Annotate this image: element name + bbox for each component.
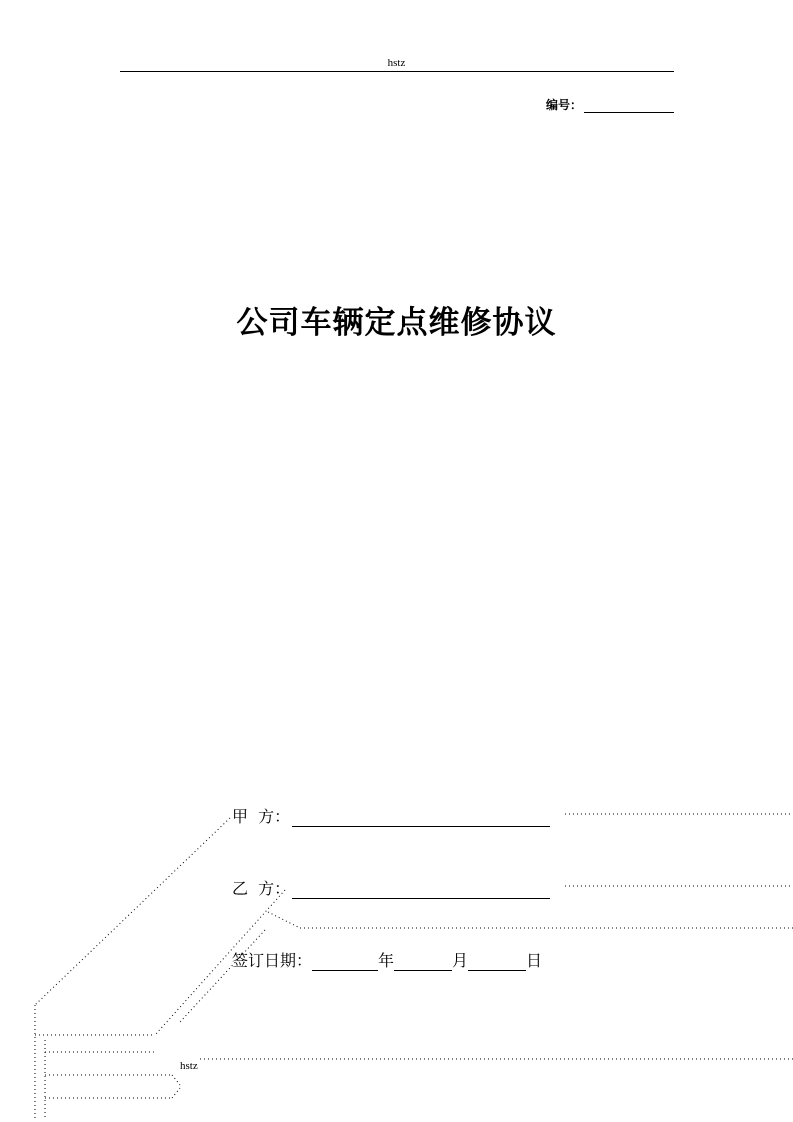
party-a-row bbox=[232, 804, 550, 827]
party-a-label: 甲 方： bbox=[232, 807, 291, 826]
signing-date-label: 签订日期： bbox=[232, 951, 313, 970]
signing-day-field[interactable] bbox=[468, 952, 526, 971]
document-title: 公司车辆定点维修协议 bbox=[236, 305, 557, 341]
signing-day-label: 日 bbox=[526, 951, 543, 970]
party-a-field[interactable] bbox=[292, 808, 550, 827]
party-b-row bbox=[232, 876, 550, 899]
signing-month-field[interactable] bbox=[394, 952, 452, 971]
signing-year-label: 年 bbox=[378, 951, 395, 970]
signing-year-field[interactable] bbox=[312, 952, 378, 971]
signing-date-row bbox=[232, 948, 542, 971]
document-number-label: 编号： bbox=[545, 98, 582, 112]
page-header-text: hstz bbox=[387, 57, 406, 69]
page-footer-text: hstz bbox=[180, 1060, 198, 1072]
party-b-label: 乙 方： bbox=[232, 879, 291, 898]
party-b-field[interactable] bbox=[292, 880, 550, 899]
signing-month-label: 月 bbox=[452, 951, 469, 970]
